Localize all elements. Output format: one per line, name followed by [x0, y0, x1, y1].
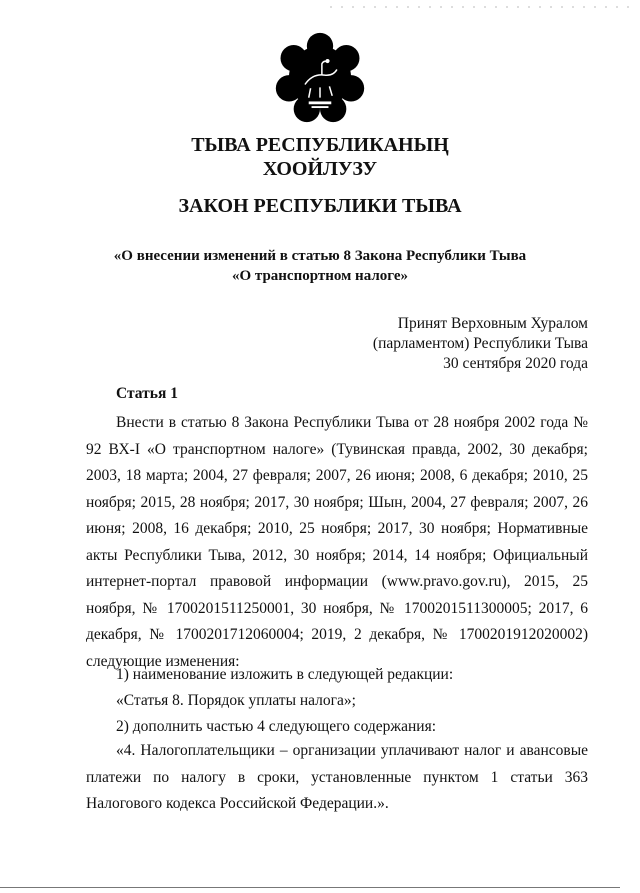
- article-main-paragraph: Внести в статью 8 Закона Республики Тыва от 28 ноября 2002 года № 92 ВХ-I «О транспортном налоге» (Тувинская правда, 2002, 30 декабря; 2003, 18 марта; 2004, 27 февраля; 2007, 26 июня; 2008, 6 декабря; 2010, 25 ноября; 2015, 28 ноября; 2017, 30 ноября; Шын, 2004, 27 февраля; 2007, 26 июня; 2008, 16 декабря; 2010, 25 ноября; 2017, 30 ноября; Нормативные акты Республики Тыва, 2012, 30 ноября; 2014, 14 ноября; Официальный интернет-портал правовой информации (www.pravo.gov.ru), 2015, 25 ноября, № 1700201511250001, 30 ноября, № 1700201511300005; 2017, 6 декабря, № 1700201712060004; 2019, 2 декабря, № 1700201912020002) следующие изменения:: [86, 414, 588, 670]
- tyva-title-line1: ТЫВА РЕСПУБЛИКАНЫҢ: [191, 134, 449, 156]
- amendment-item-2: 2) дополнить частью 4 следующего содержания:: [116, 718, 437, 735]
- tyva-title-line2: ХООЙЛУЗУ: [262, 158, 378, 180]
- adoption-line1: Принят Верховным Хуралом: [397, 315, 588, 332]
- scan-artifact: [330, 4, 630, 10]
- law-subject-line2: «О транспортном налоге»: [231, 268, 409, 284]
- amendment-item-1: 1) наименование изложить в следующей редакции:: [116, 666, 454, 683]
- law-subject-line1: «О внесении изменений в статью 8 Закона Республики Тыва: [113, 248, 527, 264]
- adoption-date: 30 сентября 2020 года: [443, 355, 588, 372]
- page-bottom-divider: [0, 887, 620, 888]
- tyva-title: [0, 133, 640, 181]
- amendment-quote-paragraph: «4. Налогоплательщики – организации уплачивают налог и авансовые платежи по налогу в сроки, установленные пунктом 1 статьи 363 Налогового кодекса Российской Федерации.».: [86, 742, 588, 812]
- article-heading: Статья 1: [116, 385, 178, 402]
- adoption-line2: (парламентом) Республики Тыва: [372, 335, 588, 352]
- law-title: ЗАКОН РЕСПУБЛИКИ ТЫВА: [178, 195, 462, 217]
- law-subject: [0, 246, 640, 286]
- adoption-block: [373, 314, 588, 374]
- tyva-coat-of-arms-icon: [273, 30, 367, 124]
- amendment-item-1-text: «Статья 8. Порядок уплаты налога»;: [116, 692, 356, 709]
